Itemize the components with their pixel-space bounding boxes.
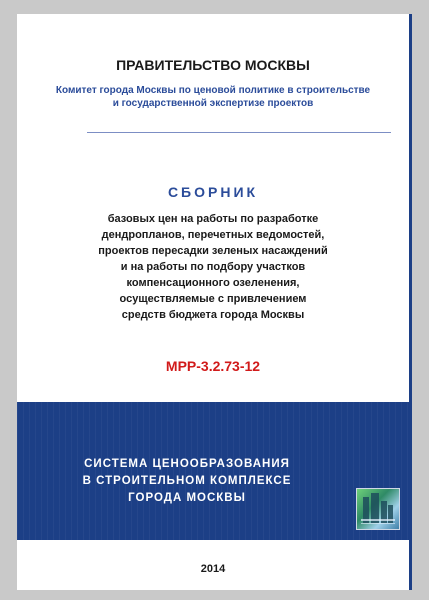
subtitle-line: осуществляемые с привлечением xyxy=(119,293,307,305)
hologram-seal-icon xyxy=(356,488,400,530)
publication-year: 2014 xyxy=(200,563,226,575)
government-heading: ПРАВИТЕЛЬСТВО МОСКВЫ xyxy=(116,57,310,73)
committee-name xyxy=(29,84,397,110)
committee-line: и государственной экспертизе проектов xyxy=(112,98,314,109)
document-code: МРР-3.2.73-12 xyxy=(165,358,261,374)
subtitle-line: базовых цен на работы по разработке xyxy=(107,213,319,225)
subtitle-line: средств бюджета города Москвы xyxy=(121,309,305,321)
subtitle-line: и на работы по подбору участков xyxy=(120,261,306,273)
subtitle-line: компенсационного озеленения, xyxy=(126,277,300,289)
system-line: В СТРОИТЕЛЬНОМ КОМПЛЕКСЕ xyxy=(82,475,292,487)
subtitle-line: проектов пересадки зеленых насаждений xyxy=(98,245,328,257)
system-title xyxy=(17,456,357,507)
system-line: СИСТЕМА ЦЕНООБРАЗОВАНИЯ xyxy=(84,458,290,470)
system-line: ГОРОДА МОСКВЫ xyxy=(128,492,246,504)
building-seal-graphic xyxy=(357,489,399,529)
document-cover xyxy=(17,14,412,590)
committee-line: Комитет города Москвы по ценовой политике в строительстве xyxy=(55,85,371,96)
divider-line xyxy=(87,132,391,133)
document-title: СБОРНИК xyxy=(167,184,259,200)
subtitle-line: дендропланов, перечетных ведомостей, xyxy=(101,229,325,241)
document-subtitle xyxy=(37,211,389,323)
